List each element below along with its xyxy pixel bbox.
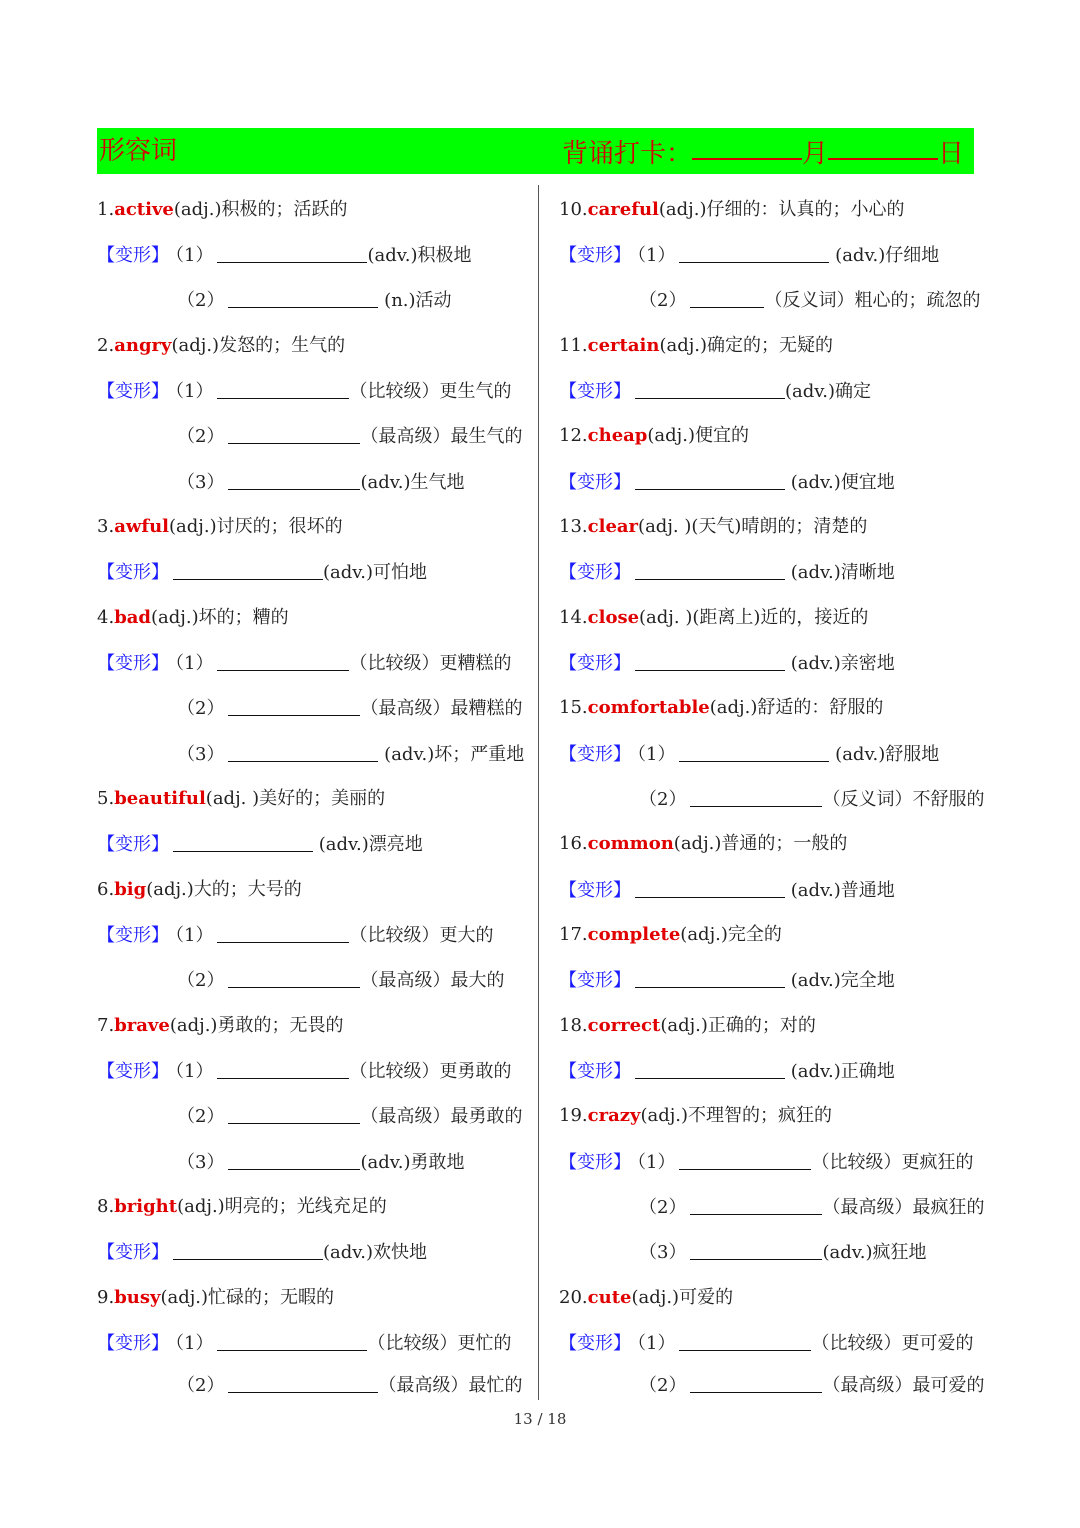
section-header (97, 128, 974, 174)
entry-word: bright (114, 1196, 178, 1217)
answer-blank[interactable] (679, 743, 829, 762)
entry-clear (559, 516, 867, 538)
entry-definition: (adj.)完全的 (680, 924, 782, 945)
answer-blank[interactable] (228, 471, 360, 490)
form-row (559, 561, 895, 584)
form-row (559, 471, 895, 494)
entry-brave (97, 1015, 343, 1037)
entry-definition: (adj.)仔细的：认真的；小心的 (658, 199, 905, 220)
entry-definition: (adj.)积极的；活跃的 (173, 199, 348, 220)
form-number: （1） (175, 245, 214, 266)
entry-awful (97, 516, 343, 538)
tag-label: 【变形】 (559, 562, 631, 583)
entry-definition: (adj.)发怒的；生气的 (171, 335, 346, 356)
month-blank[interactable] (692, 128, 802, 160)
form-number: （2） (177, 1375, 225, 1396)
form-hint: (adv.)清晰地 (785, 562, 895, 583)
form-number: （1） (637, 744, 676, 765)
entry-word: cute (587, 1287, 632, 1308)
entry-number: 17. (559, 924, 588, 945)
entry-cute (559, 1287, 733, 1309)
form-number: （1） (175, 1061, 214, 1082)
form-row (97, 244, 472, 267)
form-hint: (adv.)亲密地 (785, 653, 895, 674)
entry-close (559, 607, 868, 629)
tag-label: 【变形】 (97, 562, 169, 583)
form-number: （1） (175, 925, 214, 946)
form-hint: （比较级）更生气的 (349, 381, 512, 402)
form-number: （2） (177, 970, 225, 991)
form-hint: (n.)活动 (378, 290, 452, 311)
entry-definition: (adj. )美好的；美丽的 (205, 788, 386, 809)
form-row (639, 1374, 984, 1397)
answer-blank[interactable] (173, 1241, 323, 1260)
entry-number: 20. (559, 1287, 588, 1308)
form-number: （1） (637, 245, 676, 266)
form-row (177, 289, 452, 312)
tag-label: 【变形】 (97, 653, 169, 674)
entry-cheap (559, 425, 749, 447)
form-row (97, 1332, 511, 1355)
form-hint: （最高级）最糟糕的 (360, 698, 523, 719)
tag-label: 【变形】 (559, 1333, 631, 1354)
form-row (177, 1105, 522, 1128)
form-number: （2） (639, 1197, 687, 1218)
form-row (639, 1241, 927, 1264)
answer-blank[interactable] (217, 652, 349, 671)
answer-blank[interactable] (690, 1374, 822, 1393)
tag-label: 【变形】 (97, 381, 169, 402)
tag-label: 【变形】 (559, 1152, 631, 1173)
form-number: （3） (177, 1152, 225, 1173)
form-hint: (adv.)坏；严重地 (378, 744, 525, 765)
form-hint: (adv.)欢快地 (323, 1242, 428, 1263)
entry-number: 5. (97, 788, 115, 809)
entry-word: bad (114, 607, 152, 628)
form-hint: (adv.)普通地 (785, 880, 895, 901)
entry-word: busy (114, 1287, 161, 1308)
entry-number: 7. (97, 1015, 115, 1036)
form-number: （2） (177, 290, 225, 311)
form-number: （1） (175, 1333, 214, 1354)
form-hint: (adv.)可怕地 (323, 562, 428, 583)
answer-blank[interactable] (173, 561, 323, 580)
answer-blank[interactable] (228, 289, 378, 308)
entry-definition: (adj.)大的；大号的 (146, 879, 302, 900)
answer-blank[interactable] (217, 924, 349, 943)
tag-label: 【变形】 (559, 970, 631, 991)
form-number: （2） (177, 1106, 225, 1127)
form-hint: （最高级）最大的 (360, 970, 505, 991)
entry-definition: (adj.)确定的；无疑的 (659, 335, 834, 356)
form-hint: (adv.)完全地 (785, 970, 895, 991)
form-number: （2） (177, 426, 225, 447)
form-hint: （比较级）更勇敢的 (349, 1061, 512, 1082)
form-hint: （最高级）最忙的 (378, 1375, 523, 1396)
answer-blank[interactable] (228, 1374, 378, 1393)
column-divider (538, 185, 539, 1400)
form-row (97, 561, 427, 584)
entry-word: big (114, 879, 147, 900)
answer-blank[interactable] (690, 788, 822, 807)
entry-number: 18. (559, 1015, 588, 1036)
entry-beautiful (97, 788, 385, 810)
answer-blank[interactable] (228, 1105, 360, 1124)
entry-definition: (adj.)坏的；糟的 (151, 607, 289, 628)
answer-blank[interactable] (228, 743, 378, 762)
form-hint: (adv.)漂亮地 (313, 834, 423, 855)
form-row (559, 1151, 973, 1174)
form-hint: （比较级）更糟糕的 (349, 653, 512, 674)
tag-label: 【变形】 (559, 880, 631, 901)
entry-definition: (adj.)便宜的 (647, 425, 749, 446)
answer-blank[interactable] (635, 561, 785, 580)
entry-word: close (587, 607, 640, 628)
entry-word: correct (587, 1015, 661, 1036)
answer-blank[interactable] (679, 1332, 811, 1351)
entry-word: comfortable (587, 697, 710, 718)
answer-blank[interactable] (635, 1060, 785, 1079)
answer-blank[interactable] (173, 833, 313, 852)
form-row (177, 969, 504, 992)
answer-blank[interactable] (635, 471, 785, 490)
answer-blank[interactable] (228, 697, 360, 716)
section-title: 形容词 (99, 136, 178, 166)
form-row (97, 1060, 511, 1083)
tag-label: 【变形】 (97, 1061, 169, 1082)
form-row (97, 833, 423, 856)
form-row (97, 380, 511, 403)
form-hint: （最高级）最生气的 (360, 426, 523, 447)
entry-definition: (adj.)明亮的；光线充足的 (177, 1196, 387, 1217)
form-hint: （比较级）更忙的 (367, 1333, 512, 1354)
tag-label: 【变形】 (559, 472, 631, 493)
entry-word: brave (114, 1015, 170, 1036)
form-hint: （反义词）不舒服的 (822, 789, 985, 810)
entry-number: 19. (559, 1105, 588, 1126)
answer-blank[interactable] (228, 1151, 360, 1170)
form-hint: (adv.)舒服地 (829, 744, 940, 765)
tag-label: 【变形】 (559, 744, 631, 765)
entry-number: 16. (559, 833, 588, 854)
entry-number: 11. (559, 335, 588, 356)
entry-angry (97, 335, 345, 357)
entry-number: 10. (559, 199, 588, 220)
month-label: 月 (802, 139, 829, 169)
entry-big (97, 879, 302, 901)
form-number: （1） (175, 381, 214, 402)
tag-label: 【变形】 (97, 1242, 169, 1263)
form-row (639, 1196, 984, 1219)
entry-number: 2. (97, 335, 115, 356)
tag-label: 【变形】 (97, 925, 169, 946)
form-row (177, 471, 465, 494)
tag-label: 【变形】 (559, 381, 631, 402)
form-row (177, 697, 522, 720)
entry-complete (559, 924, 782, 946)
answer-blank[interactable] (228, 969, 360, 988)
form-hint: （比较级）更疯狂的 (811, 1152, 974, 1173)
answer-blank[interactable] (690, 1196, 822, 1215)
form-hint: (adv.)仔细地 (829, 245, 940, 266)
answer-blank[interactable] (217, 380, 349, 399)
entry-number: 8. (97, 1196, 115, 1217)
checkin-label: 背诵打卡： (562, 139, 693, 169)
answer-blank[interactable] (635, 969, 785, 988)
entry-word: complete (587, 924, 681, 945)
entry-number: 12. (559, 425, 588, 446)
form-row (639, 289, 980, 312)
entry-bad (97, 607, 289, 629)
form-row (97, 1241, 427, 1264)
entry-careful (559, 199, 904, 221)
entry-word: clear (587, 516, 639, 537)
answer-blank[interactable] (635, 380, 785, 399)
form-row (559, 969, 895, 992)
entry-word: careful (587, 199, 659, 220)
form-hint: （最高级）最疯狂的 (822, 1197, 985, 1218)
form-hint: (adv.)勇敢地 (360, 1152, 465, 1173)
entry-correct (559, 1015, 816, 1037)
entry-bright (97, 1196, 387, 1218)
entry-word: angry (114, 335, 172, 356)
form-number: （3） (177, 472, 225, 493)
form-row (559, 1332, 973, 1355)
entry-number: 4. (97, 607, 115, 628)
answer-blank[interactable] (217, 244, 367, 263)
entry-crazy (559, 1105, 832, 1127)
entry-number: 13. (559, 516, 588, 537)
tag-label: 【变形】 (97, 834, 169, 855)
form-number: （2） (639, 290, 687, 311)
entry-active (97, 199, 347, 221)
form-number: （3） (639, 1242, 687, 1263)
tag-label: 【变形】 (559, 653, 631, 674)
form-row (559, 1060, 895, 1083)
entry-word: beautiful (114, 788, 206, 809)
form-row (97, 924, 493, 947)
tag-label: 【变形】 (559, 245, 631, 266)
form-row (97, 652, 511, 675)
entry-number: 9. (97, 1287, 115, 1308)
form-row (177, 425, 522, 448)
entry-comfortable (559, 697, 883, 719)
answer-blank[interactable] (228, 425, 360, 444)
entry-number: 1. (97, 199, 115, 220)
entry-number: 14. (559, 607, 588, 628)
entry-busy (97, 1287, 334, 1309)
tag-label: 【变形】 (97, 245, 169, 266)
form-number: （3） (177, 744, 225, 765)
form-row (559, 652, 895, 675)
entry-word: awful (114, 516, 170, 537)
checkin-area (562, 128, 964, 177)
form-row (559, 244, 939, 267)
answer-blank[interactable] (217, 1060, 349, 1079)
form-hint: （最高级）最勇敢的 (360, 1106, 523, 1127)
form-hint: (adv.)生气地 (360, 472, 465, 493)
form-row (559, 380, 871, 403)
form-row (177, 1151, 465, 1174)
form-number: （2） (177, 698, 225, 719)
form-number: （2） (639, 789, 687, 810)
form-hint: (adv.)确定 (785, 381, 872, 402)
form-hint: (adv.)正确地 (785, 1061, 895, 1082)
answer-blank[interactable] (679, 1151, 811, 1170)
answer-blank[interactable] (217, 1332, 367, 1351)
form-row (639, 788, 984, 811)
entry-word: certain (587, 335, 660, 356)
entry-definition: (adj.)忙碌的；无暇的 (160, 1287, 335, 1308)
day-label: 日 (938, 139, 965, 169)
entry-definition: (adj.)勇敢的；无畏的 (169, 1015, 344, 1036)
form-hint: （反义词）粗心的；疏忽的 (764, 290, 981, 311)
entry-number: 3. (97, 516, 115, 537)
entry-definition: (adj.)讨厌的；很坏的 (169, 516, 343, 537)
answer-blank[interactable] (679, 244, 829, 263)
tag-label: 【变形】 (559, 1061, 631, 1082)
entry-definition: (adj.)不理智的；疯狂的 (640, 1105, 833, 1126)
day-blank[interactable] (828, 128, 938, 160)
entry-definition: (adj.)正确的；对的 (660, 1015, 816, 1036)
page-number: 13 / 18 (513, 1410, 567, 1428)
form-hint: （最高级）最可爱的 (822, 1375, 985, 1396)
form-row (177, 743, 524, 766)
form-row (559, 743, 939, 766)
answer-blank[interactable] (635, 879, 785, 898)
form-hint: （比较级）更可爱的 (811, 1333, 974, 1354)
entry-certain (559, 335, 833, 357)
form-number: （1） (637, 1333, 676, 1354)
form-hint: (adv.)便宜地 (785, 472, 895, 493)
entry-definition: (adj. )(天气)晴朗的；清楚的 (638, 516, 868, 537)
form-number: （1） (637, 1152, 676, 1173)
form-hint: （比较级）更大的 (349, 925, 494, 946)
answer-blank[interactable] (690, 1241, 822, 1260)
entry-definition: (adj.)普通的；一般的 (673, 833, 848, 854)
entry-number: 6. (97, 879, 115, 900)
form-row (559, 879, 895, 902)
form-row (177, 1374, 522, 1397)
form-number: （1） (175, 653, 214, 674)
entry-word: crazy (587, 1105, 641, 1126)
entry-word: cheap (587, 425, 648, 446)
form-hint: (adv.)疯狂地 (822, 1242, 927, 1263)
entry-definition: (adj.)可爱的 (631, 1287, 734, 1308)
entry-definition: (adj. )(距离上)近的，接近的 (639, 607, 869, 628)
answer-blank[interactable] (635, 652, 785, 671)
entry-definition: (adj.)舒适的：舒服的 (709, 697, 884, 718)
entry-common (559, 833, 847, 855)
entry-word: active (114, 199, 174, 220)
form-hint: (adv.)积极地 (367, 245, 472, 266)
entry-word: common (587, 833, 674, 854)
tag-label: 【变形】 (97, 1333, 169, 1354)
answer-blank[interactable] (690, 289, 764, 308)
form-number: （2） (639, 1375, 687, 1396)
entry-number: 15. (559, 697, 588, 718)
